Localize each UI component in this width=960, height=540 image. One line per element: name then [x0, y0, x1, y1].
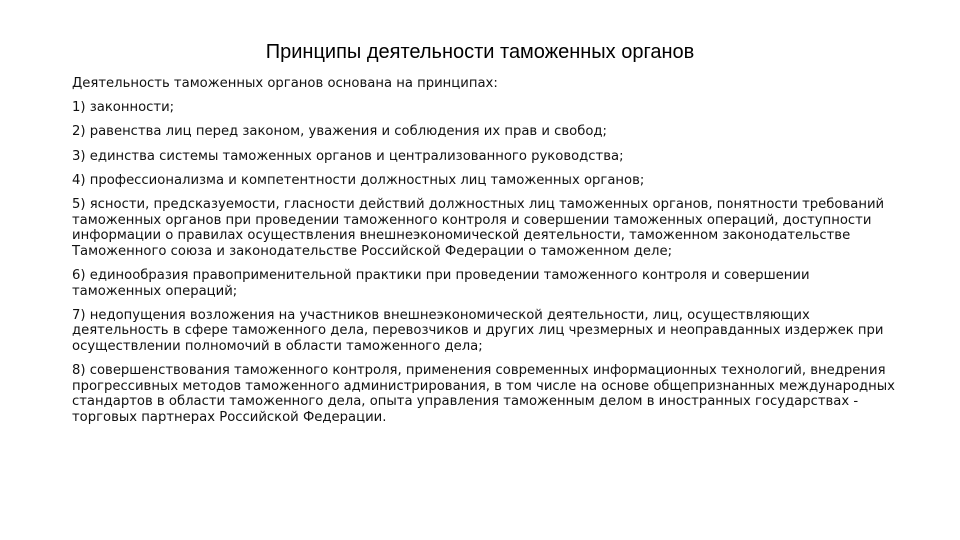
principle-item-3: 3) единства системы таможенных органов и централизованного руководства; [72, 148, 624, 164]
slide-title: Принципы деятельности таможенных органов [265, 41, 695, 63]
principle-item-1: 1) законности; [72, 100, 175, 116]
principle-item-8: 8) совершенствования таможенного контроля, применения современных информационных технологий, внедрения прогрессивных методов таможенного администрирования, в том числе на основе общепризнанных международных стандартов в области таможенного дела, опыта управления таможенным делом в иностранных государствах - торговых партнерах Российской Федерации. [72, 363, 895, 425]
principle-item-5: 5) ясности, предсказуемости, гласности действий должностных лиц таможенных органов, понятности требований таможенных органов при проведении таможенного контроля и совершении таможенных операций, доступности информации о правилах осуществления внешнеэкономической деятельности, таможенном законодательстве Таможенного союза и законодательстве Российской Федерации о таможенном деле; [72, 196, 885, 259]
slide-body [72, 76, 902, 434]
intro-paragraph: Деятельность таможенных органов основана на принципах: [72, 76, 498, 91]
principle-item-4: 4) профессионализма и компетентности должностных лиц таможенных органов; [72, 172, 645, 188]
principle-item-2: 2) равенства лиц перед законом, уважения и соблюдения их прав и свобод; [72, 124, 607, 140]
principle-item-6: 6) единообразия правоприменительной практики при проведении таможенного контроля и совершении таможенных операций; [72, 267, 810, 299]
principle-item-7: 7) недопущения возложения на участников внешнеэкономической деятельности, лиц, осуществляющих деятельность в сфере таможенного дела, перевозчиков и других лиц чрезмерных и неоправданных издержек при осуществлении полномочий в области таможенного дела; [72, 307, 884, 354]
